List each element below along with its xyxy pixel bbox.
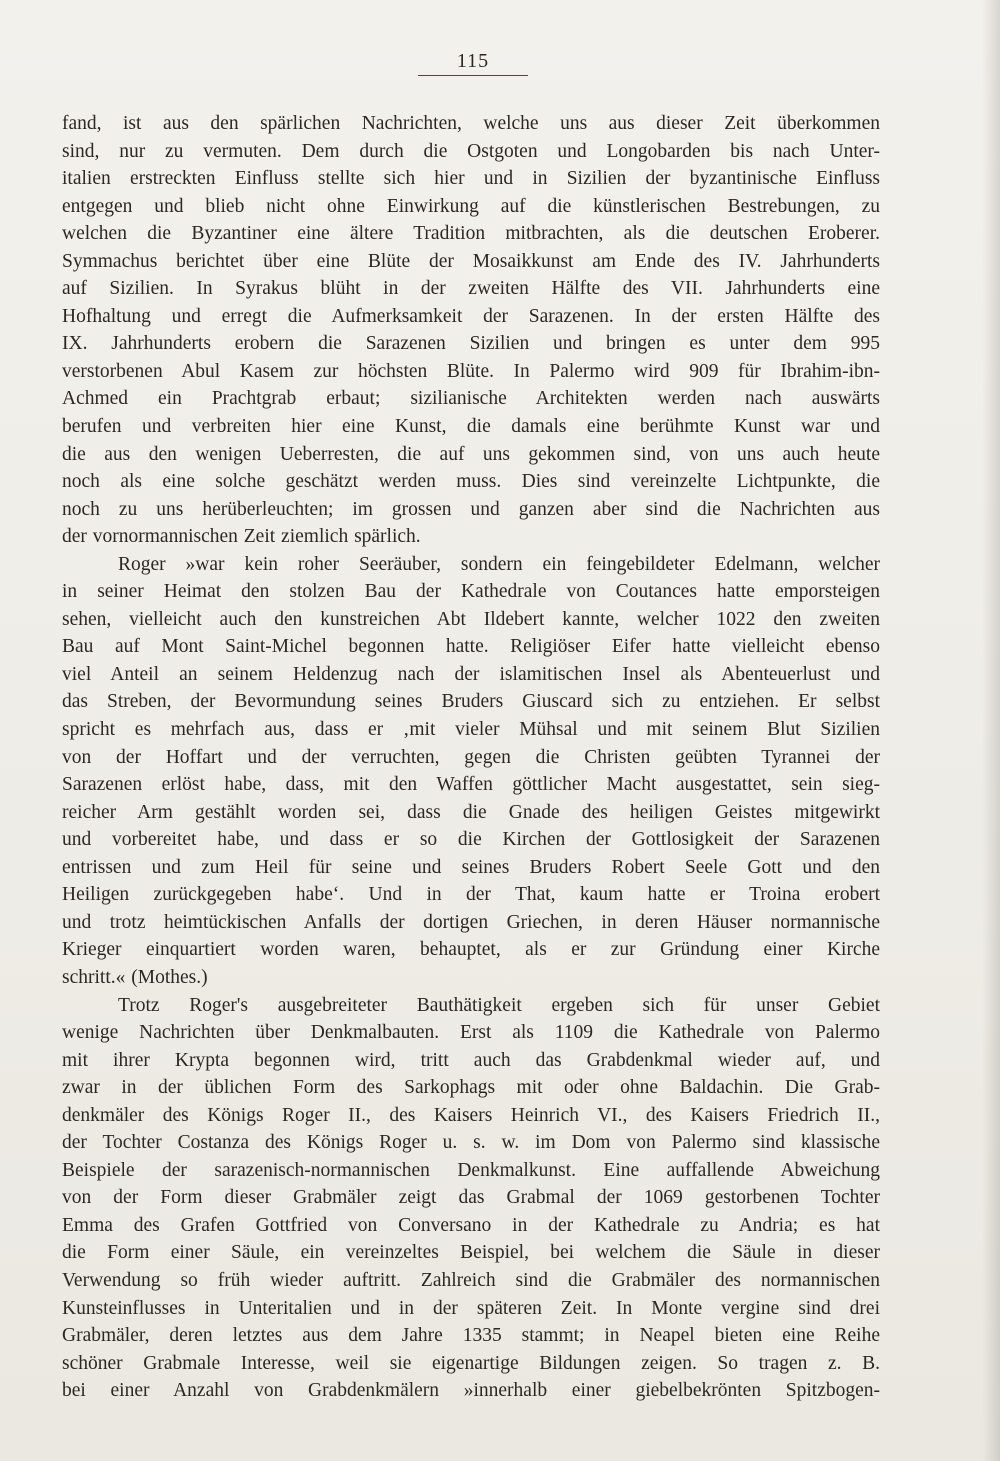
text-line: zwar in der üblichen Form des Sarkophags mit oder ohne Baldachin. Die Grab- bbox=[62, 1077, 880, 1099]
text-line: mit ihrer Krypta begonnen wird, tritt auch das Grabdenkmal wieder auf, und bbox=[62, 1049, 880, 1071]
text-line: in seiner Heimat den stolzen Bau der Kathedrale von Coutances hatte emporsteigen bbox=[62, 581, 880, 603]
text-line: welchen die Byzantiner eine ältere Tradition mitbrachten, als die deutschen Eroberer. bbox=[62, 223, 880, 245]
text-line: Trotz Roger's ausgebreiteter Bauthätigkeit ergeben sich für unser Gebiet bbox=[118, 994, 880, 1016]
text-line: von der Form dieser Grabmäler zeigt das Grabmal der 1069 gestorbenen Tochter bbox=[62, 1187, 880, 1209]
text-line: reicher Arm gestählt worden sei, dass die Gnade des heiligen Geistes mitgewirkt bbox=[62, 801, 880, 823]
text-line: noch als eine solche geschätzt werden muss. Dies sind vereinzelte Lichtpunkte, die bbox=[62, 471, 880, 493]
text-line: viel Anteil an seinem Heldenzug nach der islamitischen Insel als Abenteuerlust und bbox=[62, 663, 880, 685]
text-line: der vornormannischen Zeit ziemlich spärlich. bbox=[62, 526, 421, 548]
text-line: schritt.« (Mothes.) bbox=[62, 966, 208, 988]
text-line: der Tochter Costanza des Königs Roger u. s. w. im Dom von Palermo sind klassische bbox=[62, 1132, 880, 1154]
text-line: Verwendung so früh wieder auftritt. Zahlreich sind die Grabmäler des normannischen bbox=[62, 1269, 880, 1291]
text-line: Grabmäler, deren letztes aus dem Jahre 1335 stammt; in Neapel bieten eine Reihe bbox=[62, 1325, 880, 1347]
text-line: von der Hoffart und der verruchten, gegen die Christen geübten Tyrannei der bbox=[62, 746, 880, 768]
text-line: Symmachus berichtet über eine Blüte der Mosaikkunst am Ende des IV. Jahrhunderts bbox=[62, 250, 880, 272]
body-text bbox=[62, 110, 880, 1405]
text-line: und vorbereitet habe, und dass er so die Kirchen der Gottlosigkeit der Sarazenen bbox=[62, 829, 880, 851]
text-line: berufen und verbreiten hier eine Kunst, die damals eine berühmte Kunst war und bbox=[62, 416, 880, 438]
text-line: entrissen und zum Heil für seine und seines Bruders Robert Seele Gott und den bbox=[62, 856, 880, 878]
text-line: Bau auf Mont Saint-Michel begonnen hatte. Religiöser Eifer hatte vielleicht ebenso bbox=[62, 636, 880, 658]
text-line: verstorbenen Abul Kasem zur höchsten Blüte. In Palermo wird 909 für Ibrahim-ibn- bbox=[62, 360, 880, 382]
text-line: wenige Nachrichten über Denkmalbauten. Erst als 1109 die Kathedrale von Palermo bbox=[62, 1022, 880, 1044]
text-line: Heiligen zurückgegeben habe‘. Und in der That, kaum hatte er Troina erobert bbox=[62, 884, 880, 906]
text-line: und trotz heimtückischen Anfalls der dortigen Griechen, in deren Häuser normannische bbox=[62, 911, 880, 933]
text-line: Kunsteinflusses in Unteritalien und in der späteren Zeit. In Monte vergine sind drei bbox=[62, 1297, 880, 1319]
text-line: auf Sizilien. In Syrakus blüht in der zweiten Hälfte des VII. Jahrhunderts eine bbox=[62, 278, 880, 300]
text-line: Roger »war kein roher Seeräuber, sondern ein feingebildeter Edelmann, welcher bbox=[118, 553, 880, 575]
text-line: sehen, vielleicht auch den kunstreichen Abt Ildebert kannte, welcher 1022 den zweiten bbox=[62, 608, 880, 630]
text-line: denkmäler des Königs Roger II., des Kaisers Heinrich VI., des Kaisers Friedrich II., bbox=[62, 1104, 880, 1126]
text-line: fand, ist aus den spärlichen Nachrichten, welche uns aus dieser Zeit überkommen bbox=[62, 113, 880, 134]
text-line: die Form einer Säule, ein vereinzeltes Beispiel, bei welchem die Säule in dieser bbox=[62, 1242, 880, 1264]
text-line: sind, nur zu vermuten. Dem durch die Ostgoten und Longobarden bis nach Unter- bbox=[62, 140, 880, 162]
page-number: 115 bbox=[418, 50, 528, 76]
text-line: Krieger einquartiert worden waren, behauptet, als er zur Gründung einer Kirche bbox=[62, 939, 880, 961]
text-line: Hofhaltung und erregt die Aufmerksamkeit der Sarazenen. In der ersten Hälfte des bbox=[62, 305, 880, 327]
text-line: noch zu uns herüberleuchten; im grossen und ganzen aber sind die Nachrichten aus bbox=[62, 498, 880, 520]
text-line: IX. Jahrhunderts erobern die Sarazenen Sizilien und bringen es unter dem 995 bbox=[62, 333, 880, 355]
text-line: Sarazenen erlöst habe, dass, mit den Waffen göttlicher Macht ausgestattet, sein sieg- bbox=[62, 774, 880, 796]
text-line: entgegen und blieb nicht ohne Einwirkung auf die künstlerischen Bestrebungen, zu bbox=[62, 195, 880, 217]
text-line: Beispiele der sarazenisch-normannischen Denkmalkunst. Eine auffallende Abweichung bbox=[62, 1159, 880, 1181]
text-line: Achmed ein Prachtgrab erbaut; sizilianische Architekten werden nach auswärts bbox=[62, 388, 880, 410]
text-line: spricht es mehrfach aus, dass er ‚mit vieler Mühsal und mit seinem Blut Sizilien bbox=[62, 719, 880, 741]
text-line: schöner Grabmale Interesse, weil sie eigenartige Bildungen zeigen. So tragen z. B. bbox=[62, 1352, 880, 1374]
text-line: Emma des Grafen Gottfried von Conversano in der Kathedrale zu Andria; es hat bbox=[62, 1214, 880, 1236]
text-line: das Streben, der Bevormundung seines Bruders Giuscard sich zu entziehen. Er selbst bbox=[62, 691, 880, 713]
text-line: italien erstreckten Einfluss stellte sich hier und in Sizilien der byzantinische Einfluss bbox=[62, 168, 880, 190]
text-line: bei einer Anzahl von Grabdenkmälern »innerhalb einer giebelbekrönten Spitzbogen- bbox=[62, 1380, 880, 1402]
page-edge-shadow bbox=[982, 0, 1000, 1461]
text-line: die aus den wenigen Ueberresten, die auf uns gekommen sind, von uns auch heute bbox=[62, 443, 880, 465]
